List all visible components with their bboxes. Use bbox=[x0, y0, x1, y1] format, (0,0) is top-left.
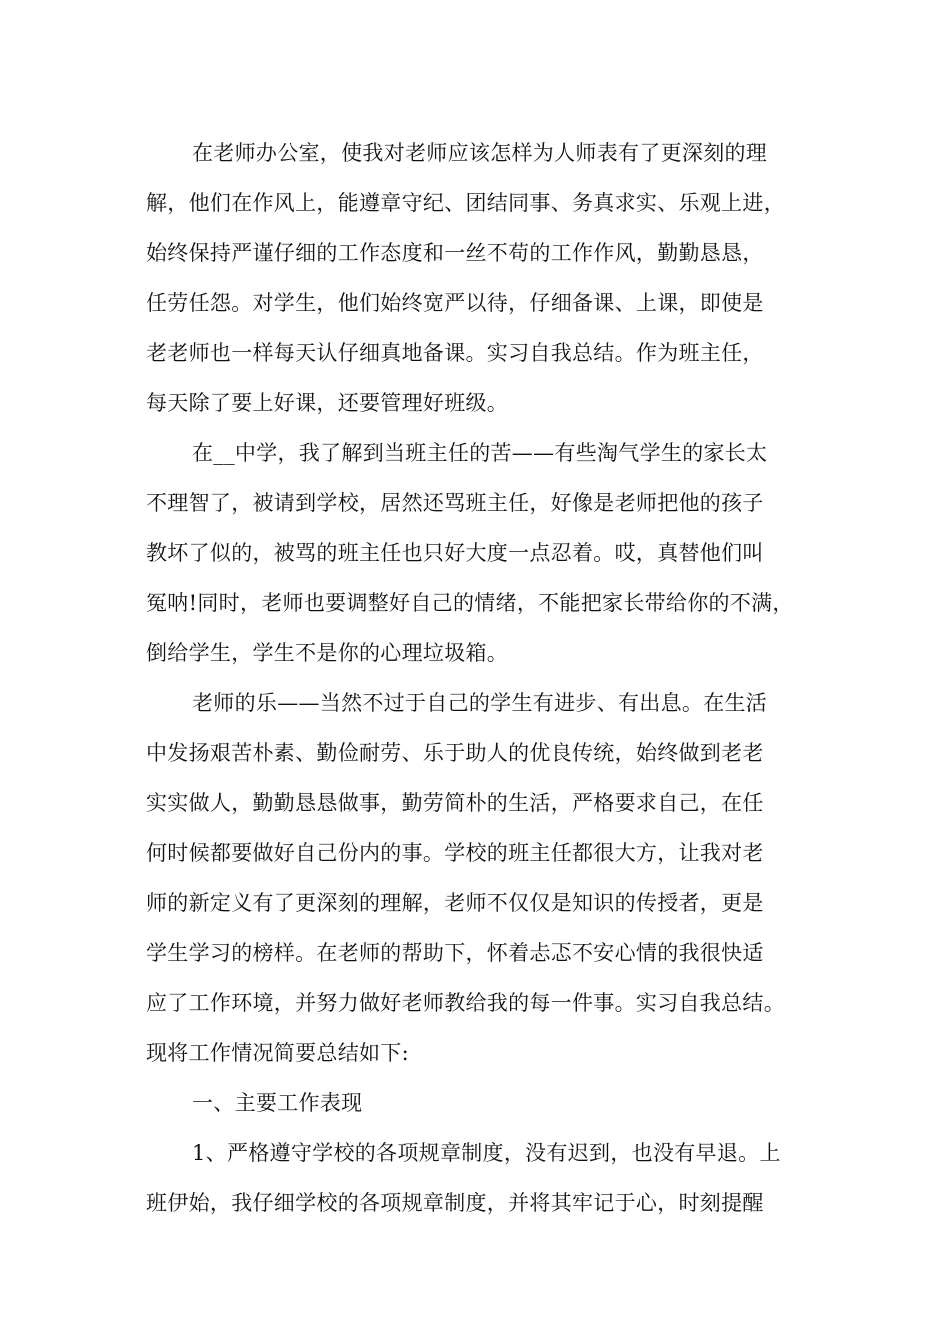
text-line: 老师的乐——当然不过于自己的学生有进步、有出息。在生活 bbox=[192, 691, 768, 715]
text-line: 任劳任怨。对学生，他们始终宽严以待，仔细备课、上课，即使是 bbox=[146, 291, 764, 315]
text-line: 倒给学生，学生不是你的心理垃圾箱。 bbox=[146, 641, 509, 665]
text-line: 中发扬艰苦朴素、勤俭耐劳、乐于助人的优良传统，始终做到老老 bbox=[146, 741, 764, 765]
text-line: 在__中学，我了解到当班主任的苦——有些淘气学生的家长太 bbox=[192, 441, 768, 465]
text-line: 班伊始，我仔细学校的各项规章制度，并将其牢记于心，时刻提醒 bbox=[146, 1191, 764, 1215]
text-line: 在老师办公室，使我对老师应该怎样为人师表有了更深刻的理 bbox=[192, 141, 768, 165]
text-line: 应了工作环境，并努力做好老师教给我的每一件事。实习自我总结。 bbox=[146, 991, 785, 1015]
text-line: 现将工作情况简要总结如下: bbox=[146, 1041, 409, 1065]
text-line: 学生学习的榜样。在老师的帮助下，怀着忐忑不安心情的我很快适 bbox=[146, 941, 764, 965]
document-body bbox=[146, 128, 826, 1228]
text-line: 老老师也一样每天认仔细真地备课。实习自我总结。作为班主任， bbox=[146, 341, 764, 365]
text-line: 解，他们在作风上，能遵章守纪、团结同事、务真求实、乐观上进， bbox=[146, 191, 785, 215]
text-line: 冤呐!同时，老师也要调整好自己的情绪，不能把家长带给你的不满， bbox=[146, 591, 794, 615]
text-line: 1、严格遵守学校的各项规章制度，没有迟到，也没有早退。上 bbox=[192, 1141, 781, 1165]
section-heading: 一、主要工作表现 bbox=[192, 1091, 363, 1115]
text-line: 不理智了，被请到学校，居然还骂班主任，好像是老师把他的孩子 bbox=[146, 491, 764, 515]
text-line: 每天除了要上好课，还要管理好班级。 bbox=[146, 391, 509, 415]
text-line: 始终保持严谨仔细的工作态度和一丝不苟的工作作风，勤勤恳恳， bbox=[146, 241, 764, 265]
text-line: 教坏了似的，被骂的班主任也只好大度一点忍着。哎，真替他们叫 bbox=[146, 541, 764, 565]
text-line: 实实做人，勤勤恳恳做事，勤劳简朴的生活，严格要求自己，在任 bbox=[146, 791, 764, 815]
text-line: 何时候都要做好自己份内的事。学校的班主任都很大方，让我对老 bbox=[146, 841, 764, 865]
text-line: 师的新定义有了更深刻的理解，老师不仅仅是知识的传授者，更是 bbox=[146, 891, 764, 915]
